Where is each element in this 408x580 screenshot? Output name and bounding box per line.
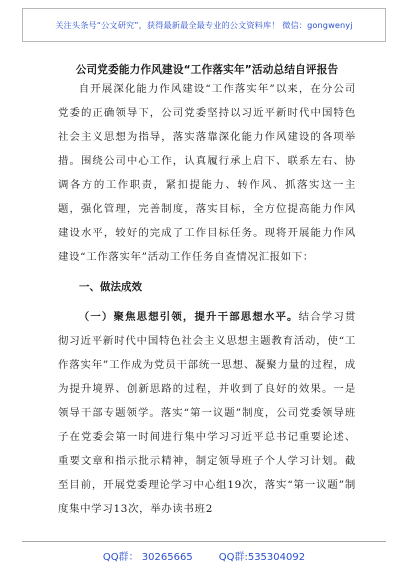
subsection-body: 结合学习贯彻习近平新时代中国特色社会主义思想主题教育活动，使“工作落实年”工作成为党员干部统一思想、凝聚力量的过程，成为提升境界、创新思路的过程，并收到了良好的效果。一是领导干部专题领学。落实“第一议题”制度，公司党委领导班子在党委会第一时间进行集中学习习近平总书记重要论述、重要文章和指示批示精神，制定领导班子个人学习计划。截至目前，开展党委理论学习中心组19次，落实“第一议题”制度集中学习13次，举办读书班2 xyxy=(58,311,356,515)
footer-qq-group-2: QQ群:535304092 xyxy=(218,552,306,563)
subsection-paragraph xyxy=(58,305,356,521)
document-title: 公司党委能力作风建设“工作落实年”活动总结自评报告 xyxy=(75,64,339,76)
intro-paragraph: 自开展深化能力作风建设“工作落实年”以来，在分公司党委的正确领导下，公司党委坚持以习近平新时代中国特色社会主义思想为指导，落实落靠深化能力作风建设的各项举措。围绕公司中心工作，认真履行承上启下、联系左右、协调各方的工作职责，紧扣提能力、转作风、抓落实这一主题，强化管理，完善制度，落实目标，全方位提高能力作风建设水平，较好的完成了工作目标任务。现将开展能力作风建设“工作落实年”活动工作任务自查情况汇报如下： xyxy=(58,83,356,263)
section-heading: 一、做法成效 xyxy=(79,281,142,293)
banner-text: 关注头条号“公文研究”，获得最新最全最专业的公文资料库！ 微信：gongwenyj xyxy=(55,19,353,30)
footer-qq-group-1: QQ群： 30265665 xyxy=(102,552,193,563)
top-banner xyxy=(22,8,386,42)
document-body xyxy=(58,62,356,524)
subsection-heading: （一）聚焦思想引领，提升干部思想水平。 xyxy=(78,311,299,323)
footer xyxy=(22,541,386,568)
